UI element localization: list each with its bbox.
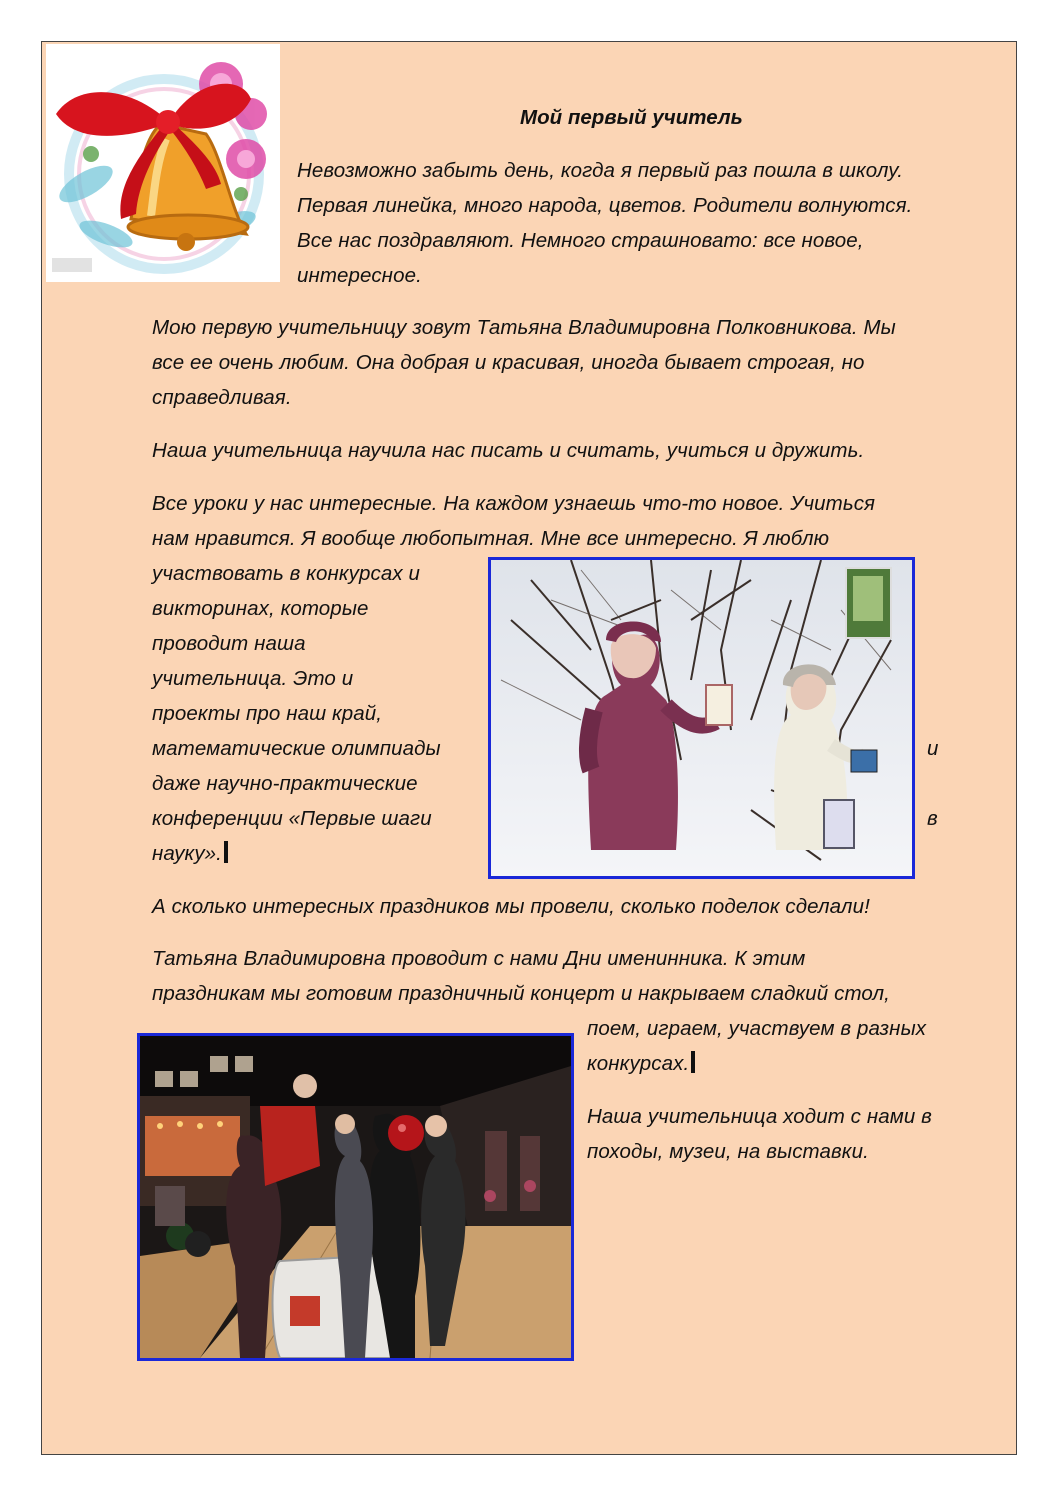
- birthday-line-last: [587, 1046, 695, 1081]
- lessons-line: конференции «Первые шаги: [152, 807, 432, 830]
- intro-line: Первая линейка, много народа, цветов. Родители волнуются.: [297, 194, 913, 217]
- trips-line: Наша учительница ходит с нами в: [587, 1105, 932, 1128]
- school-bell-clipart: [46, 44, 280, 282]
- lessons-line: викторинах, которые: [152, 597, 369, 620]
- birthday-line: Татьяна Владимировна проводит с нами Дни именинника. К этим: [152, 947, 806, 970]
- birthday-line: праздникам мы готовим праздничный концерт и накрываем сладкий стол,: [152, 982, 890, 1005]
- intro-line: интересное.: [297, 264, 422, 287]
- taught-line: Наша учительница научила нас писать и считать, учиться и дружить.: [152, 439, 865, 462]
- intro-line: Невозможно забыть день, когда я первый раз пошла в школу.: [297, 159, 904, 182]
- text-cursor: [691, 1051, 695, 1073]
- lessons-line-text: науку».: [152, 842, 222, 865]
- lessons-line: даже научно-практические: [152, 772, 418, 795]
- lessons-line: нам нравится. Я вообще любопытная. Мне все интересно. Я люблю: [152, 527, 830, 550]
- text-cursor: [224, 841, 228, 863]
- lessons-line-end: в: [927, 807, 938, 830]
- teacher-line: все ее очень любим. Она добрая и красивая, иногда бывает строгая, но: [152, 351, 865, 374]
- bowling-photo: [137, 1033, 574, 1361]
- trips-line: походы, музеи, на выставки.: [587, 1140, 869, 1163]
- birthday-line: поем, играем, участвуем в разных: [587, 1017, 927, 1040]
- teacher-line: справедливая.: [152, 386, 292, 409]
- lessons-line: математические олимпиады: [152, 737, 441, 760]
- winter-photo: [488, 557, 915, 879]
- lessons-line: учительница. Это и: [152, 667, 354, 690]
- intro-line: Все нас поздравляют. Немного страшновато: все новое,: [297, 229, 864, 252]
- page-title: Мой первый учитель: [520, 106, 743, 129]
- lessons-line: проекты про наш край,: [152, 702, 383, 725]
- lessons-line-end: и: [927, 737, 939, 760]
- lessons-line: Все уроки у нас интересные. На каждом узнаешь что-то новое. Учиться: [152, 492, 876, 515]
- lessons-line: проводит наша: [152, 632, 306, 655]
- holidays-line: А сколько интересных праздников мы провели, сколько поделок сделали!: [152, 895, 870, 918]
- birthday-line-text: конкурсах.: [587, 1052, 690, 1075]
- teacher-line: Мою первую учительницу зовут Татьяна Владимировна Полковникова. Мы: [152, 316, 896, 339]
- lessons-line: участвовать в конкурсах и: [152, 562, 421, 585]
- lessons-line-last: [152, 836, 228, 871]
